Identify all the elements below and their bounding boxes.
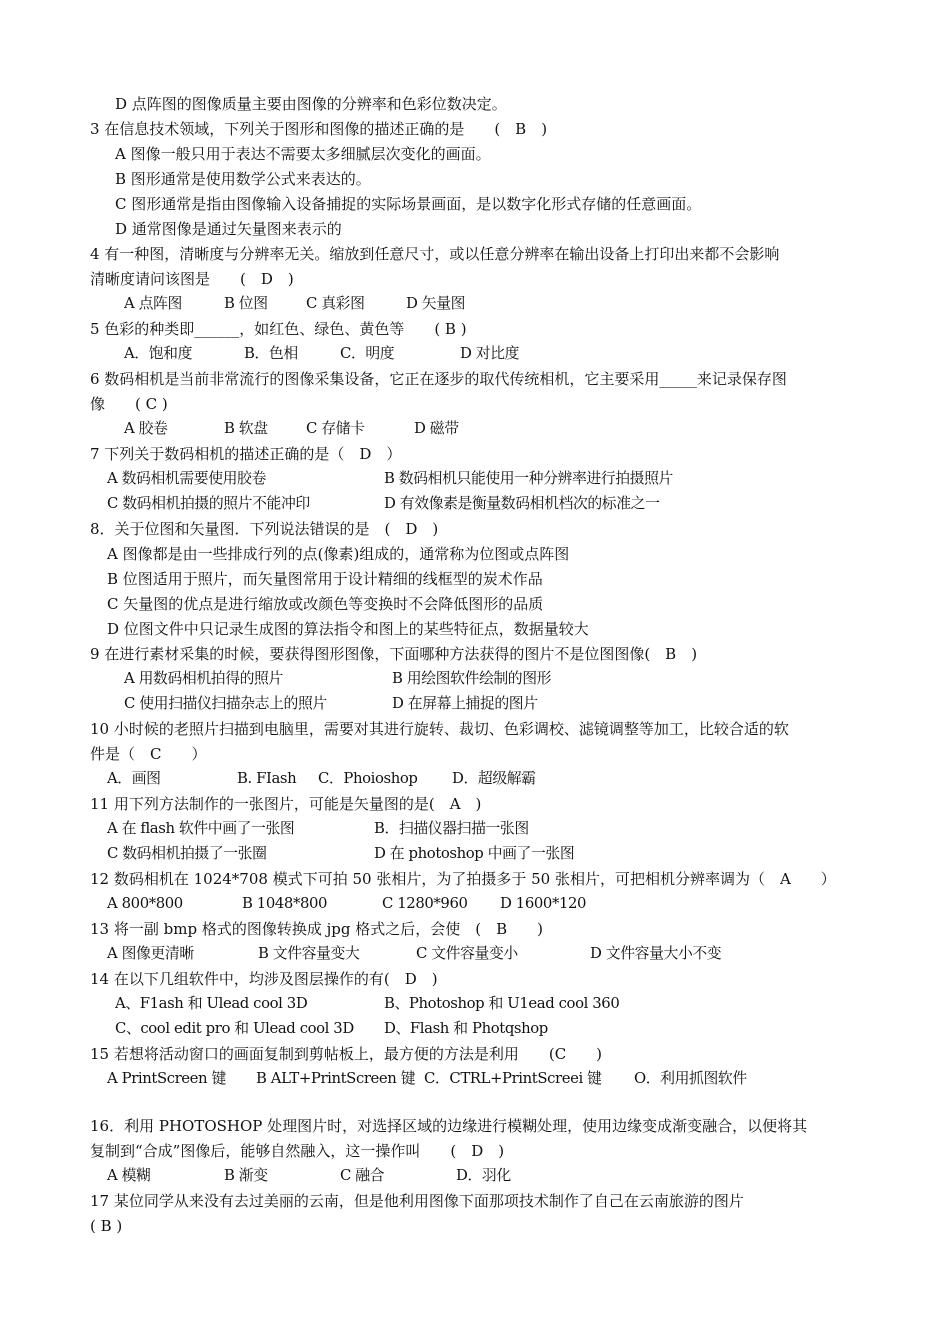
q13-stem: 13 将一副 bmp 格式的图像转换成 jpg 格式之后，会使 ( B ) — [90, 920, 543, 938]
q6-option-a: A 胶卷 — [124, 420, 168, 437]
q3-option-d: D 通常图像是通过矢量图来表示的 — [115, 220, 342, 238]
q16-stem-line2: 复制到“合成”图像后，能够自然融入，这一操作叫 ( D ) — [90, 1142, 505, 1160]
q5-option-c: C．明度 — [340, 345, 395, 362]
q5-option-a: A．饱和度 — [124, 345, 193, 362]
q13-option-b: B 文件容量变大 — [258, 945, 360, 962]
q5-option-d: D 对比度 — [460, 345, 520, 362]
q4-option-b: B 位图 — [224, 295, 268, 312]
q10-option-c: C．Phoioshop — [318, 770, 418, 787]
q15-option-a: A PrintScreen 键 — [107, 1070, 226, 1087]
q16-option-a: A 模糊 — [107, 1167, 151, 1184]
q14-option-a: A、F1ash 和 Ulead cool 3D — [115, 995, 308, 1012]
q11-option-c: C 数码相机拍摄了一张圈 — [107, 845, 267, 862]
q3-option-a: A 图像一般只用于表达不需要太多细腻层次变化的画面。 — [115, 145, 491, 163]
q9-stem: 9 在进行素材采集的时候，要获得图形图像，下面哪种方法获得的图片不是位图图像( B ) — [90, 645, 698, 663]
q4-stem-line1: 4 有一种图，清晰度与分辨率无关。缩放到任意尺寸，或以任意分辨率在输出设备上打印出来都不会影响 — [90, 245, 780, 263]
q12-option-d: D 1600*120 — [500, 895, 587, 912]
q16-option-d: D．羽化 — [456, 1167, 511, 1184]
q7-option-d: D 有效像素是衡量数码相机档次的标准之一 — [384, 495, 660, 512]
q17-stem-line1: 17 某位同学从来没有去过美丽的云南，但是他利用图像下面那项技术制作了自己在云南旅游的图片 — [90, 1192, 744, 1210]
q10-option-d: D．超级解霸 — [452, 770, 536, 787]
q6-option-d: D 磁带 — [414, 420, 459, 437]
q4-stem-line2: 清晰度请问该图是 ( D ) — [90, 270, 294, 288]
q9-option-d: D 在屏幕上捕捉的图片 — [392, 695, 538, 712]
q12-option-b: B 1048*800 — [242, 895, 328, 912]
q7-option-c: C 数码相机拍摄的照片不能冲印 — [107, 495, 310, 512]
q12-option-a: A 800*800 — [107, 895, 183, 912]
q3-option-b: B 图形通常是使用数学公式来表达的。 — [115, 170, 371, 188]
q7-option-a: A 数码相机需要使用胶卷 — [107, 470, 266, 487]
q14-option-c: C、cool edit pro 和 Ulead cool 3D — [115, 1020, 354, 1037]
q8-option-a: A 图像都是由一些排成行列的点(像素)组成的，通常称为位图或点阵图 — [107, 545, 570, 563]
q12-option-c: C 1280*960 — [382, 895, 468, 912]
q15-option-d: O．利用抓图软件 — [634, 1070, 747, 1087]
q8-stem: 8．关于位图和矢量图．下列说法错误的是 ( D ) — [90, 520, 439, 538]
q7-option-b: B 数码相机只能使用一种分辨率进行拍摄照片 — [384, 470, 673, 487]
q4-option-c: C 真彩图 — [306, 295, 365, 312]
q13-option-c: C 文件容量变小 — [416, 945, 518, 962]
q16-stem-line1: 16．利用 PHOTOSHOP 处理图片时，对选择区域的边缘进行模糊处理，使用边缘变成渐变融合，以便将其 — [90, 1117, 808, 1135]
q15-stem: 15 若想将活动窗口的画面复制到剪帖板上，最方便的方法是利用 (C ) — [90, 1045, 603, 1063]
q8-option-b: B 位图适用于照片，而矢量图常用于设计精细的线框型的炭术作品 — [107, 570, 543, 588]
q15-option-b: B ALT+PrintScreen 键 — [256, 1070, 416, 1087]
q3-option-c: C 图形通常是指由图像输入设备捕捉的实际场景画面，是以数字化形式存储的任意画面。 — [115, 195, 702, 213]
q14-option-d: D、Flash 和 Photqshop — [384, 1020, 548, 1037]
q13-option-d: D 文件容量大小不变 — [590, 945, 722, 962]
q14-stem: 14 在以下几组软件中，均涉及图层操作的有( D ) — [90, 970, 438, 988]
q6-option-b: B 软盘 — [224, 420, 268, 437]
q17-stem-line2: ( B ) — [90, 1217, 123, 1235]
q2-option-d: D 点阵图的图像质量主要由图像的分辨率和色彩位数决定。 — [115, 95, 507, 113]
q5-option-b: B．色相 — [244, 345, 298, 362]
q8-option-c: C 矢量图的优点是进行缩放或改颜色等变换时不会降低图形的品质 — [107, 595, 544, 613]
q4-option-a: A 点阵图 — [124, 295, 182, 312]
q6-stem-line1: 6 数码相机是当前非常流行的图像采集设备，它正在逐步的取代传统相机，它主要采用_____来记录保存图 — [90, 370, 787, 388]
q6-option-c: C 存储卡 — [306, 420, 365, 437]
q7-stem: 7 下列关于数码相机的描述正确的是（ D ） — [90, 445, 402, 463]
q10-stem-line1: 10 小时候的老照片扫描到电脑里，需要对其进行旋转、裁切、色彩调校、滤镜调整等加工，比较合适的软 — [90, 720, 789, 738]
q15-option-c: C．CTRL+PrintScreei 键 — [424, 1070, 602, 1087]
q14-option-b: B、Photoshop 和 U1ead cool 360 — [384, 995, 620, 1012]
q3-stem: 3 在信息技术领域，下列关于图形和图像的描述正确的是 ( B ) — [90, 120, 548, 138]
q6-stem-line2: 像 ( C ) — [90, 395, 168, 413]
q12-stem: 12 数码相机在 1024*708 模式下可拍 50 张相片，为了拍摄多于 50 张相片，可把相机分辨率调为（ A ） — [90, 870, 836, 888]
q10-option-b: B. FIash — [237, 770, 297, 787]
q5-stem: 5 色彩的种类即______，如红色、绿色、黄色等 ( B ) — [90, 320, 467, 338]
q13-option-a: A 图像更清晰 — [107, 945, 194, 962]
q4-option-d: D 矢量图 — [406, 295, 466, 312]
q16-option-b: B 渐变 — [224, 1167, 268, 1184]
q9-option-a: A 用数码相机拍得的照片 — [124, 670, 283, 687]
q10-option-a: A．画图 — [107, 770, 161, 787]
q11-option-a: A 在 flash 软件中画了一张图 — [107, 820, 295, 837]
q9-option-b: B 用绘图软件绘制的图形 — [392, 670, 552, 687]
q11-stem: 11 用下列方法制作的一张图片，可能是矢量图的是( A ) — [90, 795, 482, 813]
q11-option-b: B．扫描仪器扫描一张图 — [374, 820, 529, 837]
q16-option-c: C 融合 — [340, 1167, 385, 1184]
q10-stem-line2: 件是（ C ） — [90, 745, 207, 763]
q11-option-d: D 在 photoshop 中画了一张图 — [374, 845, 575, 862]
q8-option-d: D 位图文件中只记录生成图的算法指令和图上的某些特征点，数据量较大 — [107, 620, 589, 638]
q9-option-c: C 使用扫描仪扫描杂志上的照片 — [124, 695, 327, 712]
